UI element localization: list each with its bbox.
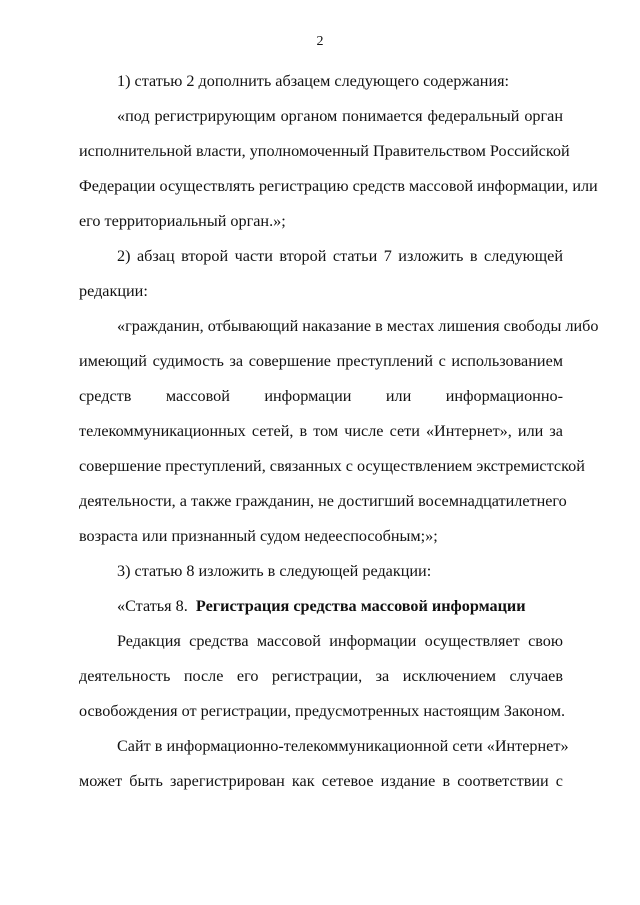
article-heading-title: Регистрация средства массовой информации xyxy=(195,597,526,615)
document-line: может быть зарегистрирован как сетевое издание в соответствии с xyxy=(79,772,563,790)
article-heading-prefix: «Статья 8. xyxy=(117,597,188,615)
document-line: его территориальный орган.»; xyxy=(79,212,286,230)
document-line: имеющий судимость за совершение преступлений с использованием xyxy=(79,352,563,370)
document-line: телекоммуникационных сетей, в том числе сети «Интернет», или за xyxy=(79,422,563,440)
page-number: 2 xyxy=(316,34,324,49)
document-line: 3) статью 8 изложить в следующей редакции: xyxy=(117,562,432,580)
document-line: возраста или признанный судом недееспособным;»; xyxy=(79,527,438,545)
document-line: средств массовой информации или информационно- xyxy=(79,387,563,405)
document-line: «гражданин, отбывающий наказание в местах лишения свободы либо xyxy=(117,317,599,335)
document-line: Редакция средства массовой информации осуществляет свою xyxy=(117,632,563,650)
document-line: Сайт в информационно-телекоммуникационной сети «Интернет» xyxy=(117,737,569,755)
document-line: деятельности, а также гражданин, не достигший восемнадцатилетнего xyxy=(79,492,567,510)
document-line: редакции: xyxy=(79,282,148,300)
document-line: исполнительной власти, уполномоченный Правительством Российской xyxy=(79,142,570,160)
article-heading xyxy=(117,596,563,616)
document-line: «под регистрирующим органом понимается федеральный орган xyxy=(117,107,563,125)
document-line: 2) абзац второй части второй статьи 7 изложить в следующей xyxy=(117,247,563,265)
document-line: 1) статью 2 дополнить абзацем следующего содержания: xyxy=(117,72,510,90)
document-line: совершение преступлений, связанных с осуществлением экстремистской xyxy=(79,457,585,475)
document-line: Федерации осуществлять регистрацию средств массовой информации, или xyxy=(79,177,598,195)
document-line: освобождения от регистрации, предусмотренных настоящим Законом. xyxy=(79,702,566,720)
document-line: деятельность после его регистрации, за исключением случаев xyxy=(79,667,563,685)
